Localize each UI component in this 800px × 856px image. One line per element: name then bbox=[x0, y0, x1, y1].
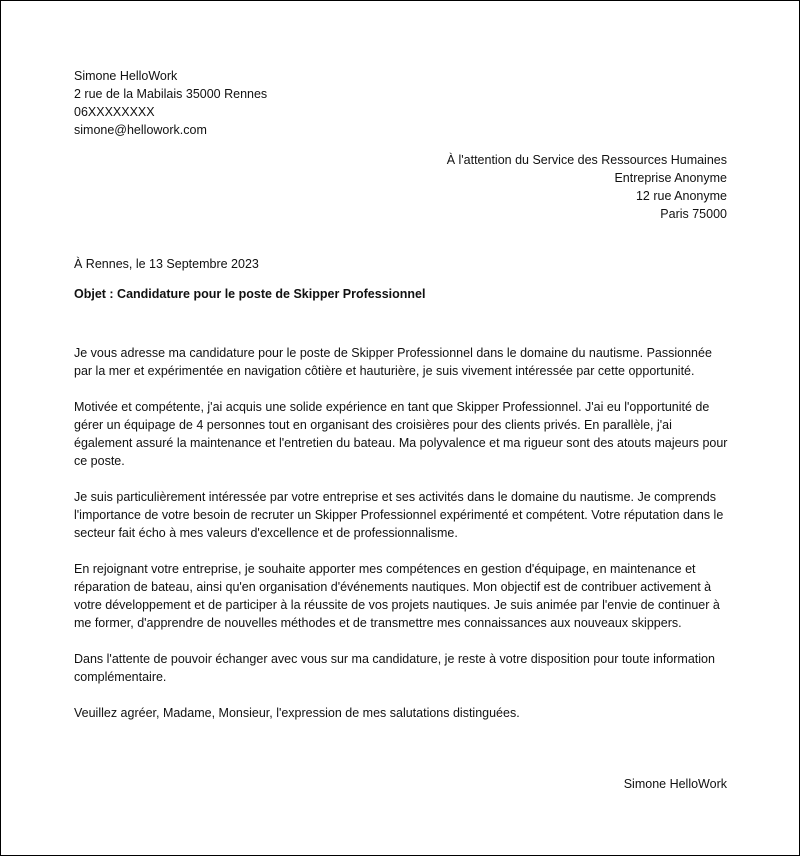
body-paragraph: En rejoignant votre entreprise, je souhaite apporter mes compétences en gestion d'équipage, en maintenance et réparation de bateau, ainsi qu'en organisation d'événements nautiques. Mon objectif est de contribuer activement à votre développement et de participer à la réussite de vos projets nautiques. Je suis animée par l'envie de continuer à me former, d'apprendre de nouvelles méthodes et de transmettre mes connaissances aux nouveaux skippers. bbox=[74, 562, 720, 630]
sender-address: 2 rue de la Mabilais 35000 Rennes bbox=[74, 87, 268, 101]
sender-name: Simone HelloWork bbox=[74, 69, 178, 83]
closing-paragraph: Veuillez agréer, Madame, Monsieur, l'expression de mes salutations distinguées. bbox=[74, 706, 520, 720]
letter-body bbox=[74, 344, 729, 740]
recipient-company: Entreprise Anonyme bbox=[614, 171, 727, 185]
body-paragraph: Je suis particulièrement intéressée par votre entreprise et ses activités dans le domaine du nautisme. Je comprends l'importance de votre besoin de recruter un Skipper Professionnel expérimenté et compétent. Votre réputation dans le secteur fait écho à mes valeurs d'excellence et de professionnalisme. bbox=[74, 490, 724, 540]
place-date: À Rennes, le 13 Septembre 2023 bbox=[74, 257, 259, 271]
sender-phone: 06XXXXXXXX bbox=[74, 105, 155, 119]
recipient-street: 12 rue Anonyme bbox=[635, 189, 727, 203]
subject-line: Objet : Candidature pour le poste de Skipper Professionnel bbox=[74, 287, 426, 301]
body-paragraph: Dans l'attente de pouvoir échanger avec vous sur ma candidature, je reste à votre disposition pour toute information complémentaire. bbox=[74, 652, 715, 684]
recipient-attention: À l'attention du Service des Ressources Humaines bbox=[446, 153, 727, 167]
body-paragraph: Je vous adresse ma candidature pour le poste de Skipper Professionnel dans le domaine du nautisme. Passionnée par la mer et expérimentée en navigation côtière et hauturière, je suis vivement intéressée par cette opportunité. bbox=[74, 346, 712, 378]
recipient-block bbox=[447, 151, 727, 223]
body-paragraph: Motivée et compétente, j'ai acquis une solide expérience en tant que Skipper Professionnel. J'ai eu l'opportunité de gérer un équipage de 4 personnes tout en organisant des croisières pour des clients privés. En parallèle, j'ai également assuré la maintenance et l'entretien du bateau. Ma polyvalence et ma rigueur sont des atouts majeurs pour ce poste. bbox=[74, 400, 728, 468]
signature: Simone HelloWork bbox=[623, 777, 727, 791]
recipient-city: Paris 75000 bbox=[660, 207, 727, 221]
sender-block bbox=[74, 67, 267, 139]
sender-email: simone@hellowork.com bbox=[74, 123, 207, 137]
